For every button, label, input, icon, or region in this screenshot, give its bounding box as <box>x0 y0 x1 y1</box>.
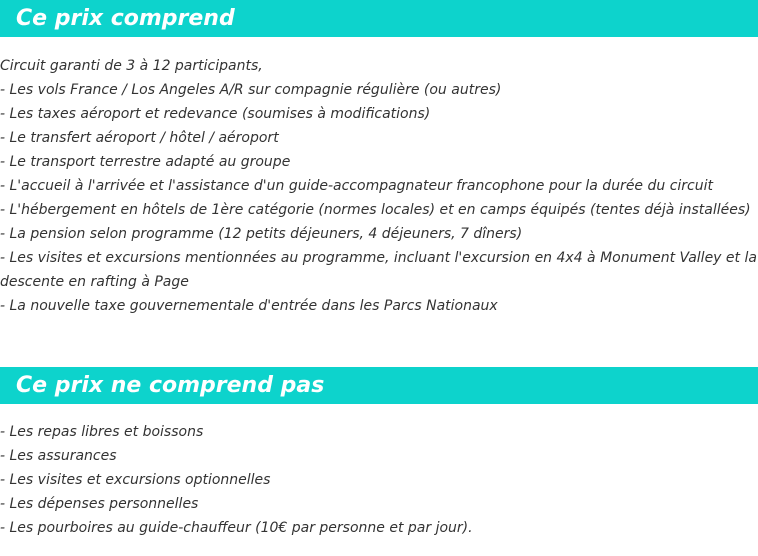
included-item: - Les vols France / Los Angeles A/R sur compagnie régulière (ou autres) <box>0 82 502 98</box>
included-item: - Les visites et excursions mentionnées au programme, incluant l'excursion en 4x4 à Monument Valley et la descente en rafting à Page <box>0 250 757 290</box>
included-list <box>0 54 758 318</box>
excluded-header <box>0 367 758 404</box>
included-item: - La nouvelle taxe gouvernementale d'entrée dans les Parcs Nationaux <box>0 298 498 314</box>
excluded-list <box>0 420 758 540</box>
excluded-item: - Les pourboires au guide-chauffeur (10€ par personne et par jour). <box>0 520 473 536</box>
included-item: - L'hébergement en hôtels de 1ère catégorie (normes locales) et en camps équipés (tentes déjà installées) <box>0 202 751 218</box>
included-header <box>0 0 758 37</box>
included-item: Circuit garanti de 3 à 12 participants, <box>0 58 263 74</box>
included-item: - Le transport terrestre adapté au groupe <box>0 154 291 170</box>
excluded-item: - Les visites et excursions optionnelles <box>0 472 271 488</box>
included-item: - Le transfert aéroport / hôtel / aéroport <box>0 130 279 146</box>
included-title: Ce prix comprend <box>16 6 235 31</box>
included-item: - L'accueil à l'arrivée et l'assistance d'un guide-accompagnateur francophone pour la durée du circuit <box>0 178 713 194</box>
included-section <box>0 0 758 37</box>
excluded-item: - Les repas libres et boissons <box>0 424 204 440</box>
included-item: - La pension selon programme (12 petits déjeuners, 4 déjeuners, 7 dîners) <box>0 226 523 242</box>
excluded-item: - Les assurances <box>0 448 117 464</box>
excluded-title: Ce prix ne comprend pas <box>16 373 325 398</box>
excluded-section <box>0 367 758 404</box>
excluded-item: - Les dépenses personnelles <box>0 496 199 512</box>
included-item: - Les taxes aéroport et redevance (soumises à modifications) <box>0 106 431 122</box>
